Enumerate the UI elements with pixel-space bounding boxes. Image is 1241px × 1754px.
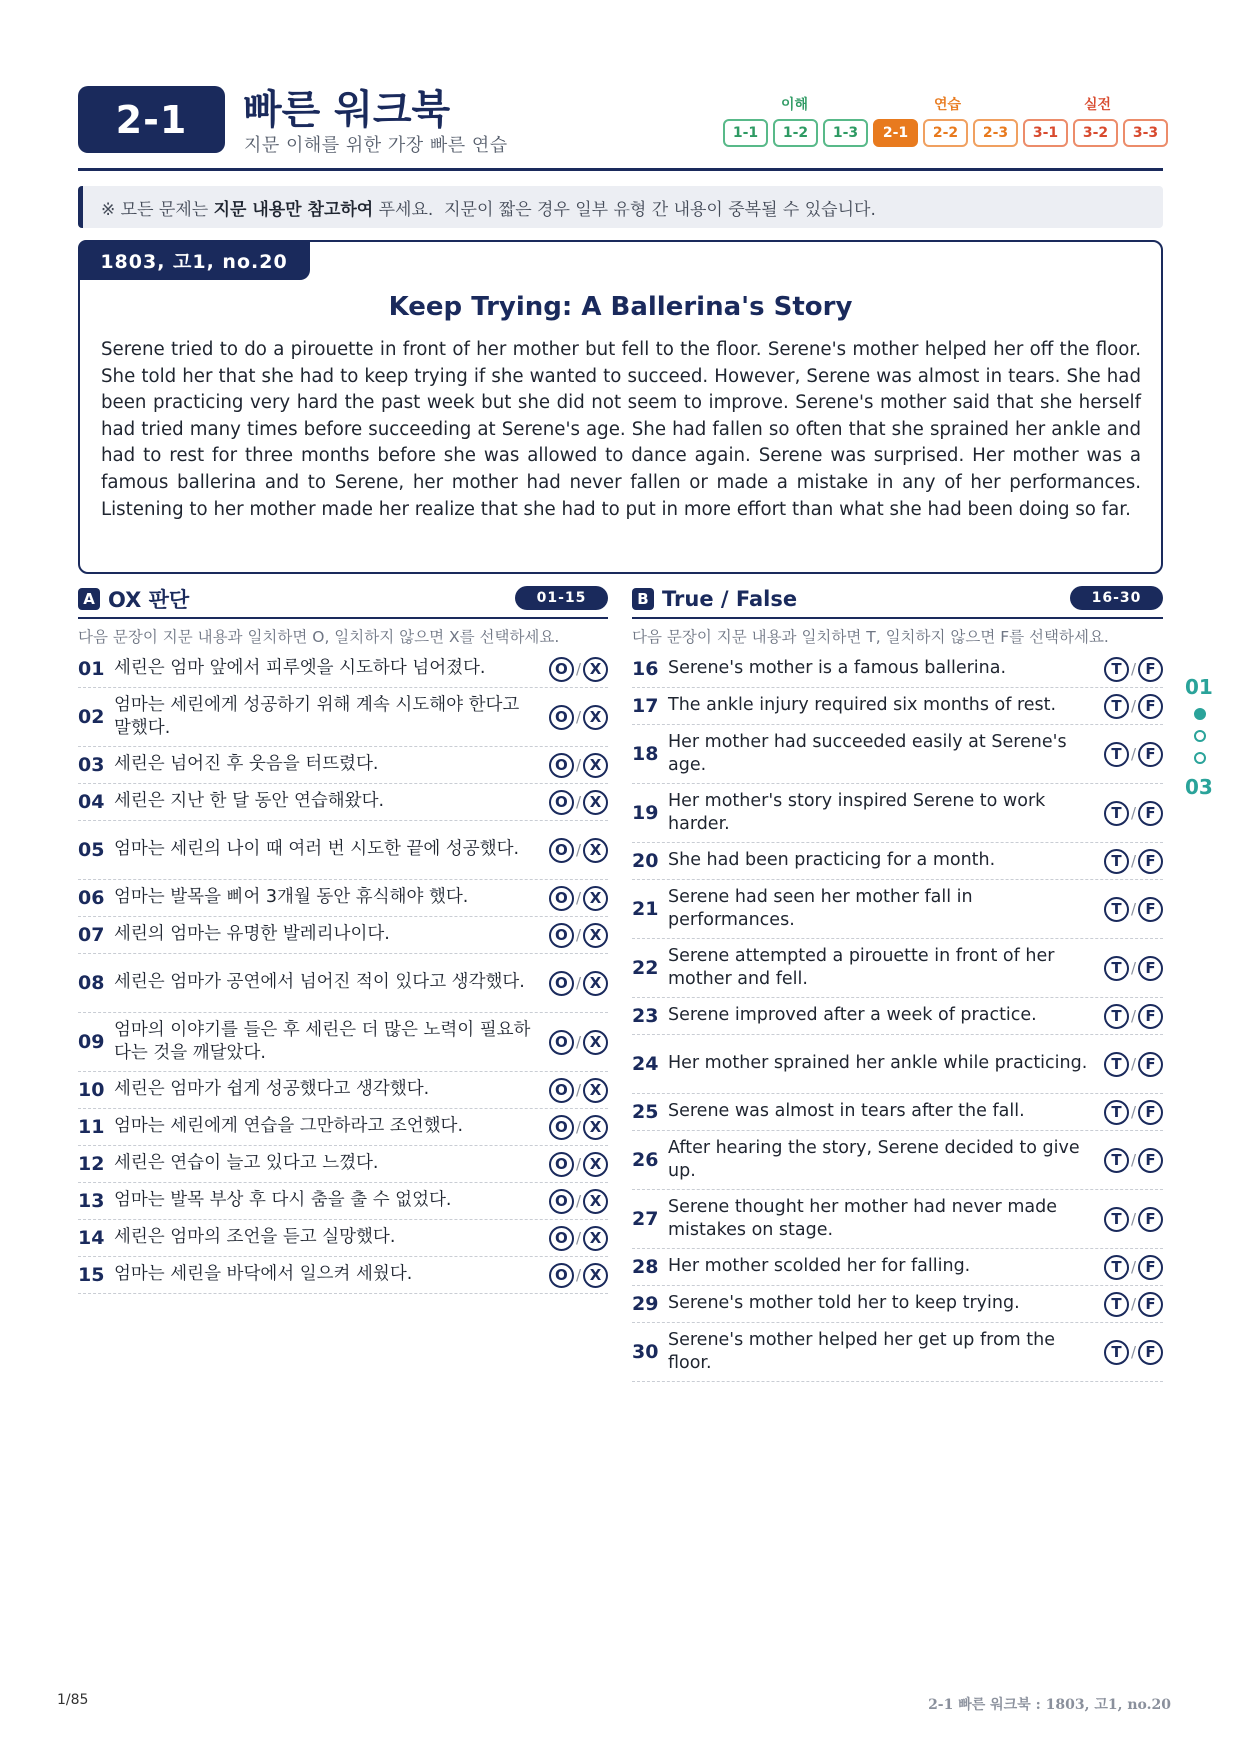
question-text: 세린은 연습이 늘고 있다고 느꼈다.	[114, 1153, 379, 1174]
option-separator: /	[575, 1033, 581, 1051]
level-button-1-2[interactable]: 1-2	[773, 119, 818, 147]
answer-option-o[interactable]: O	[549, 923, 574, 948]
question-number: 22	[632, 957, 659, 979]
answer-option-f[interactable]: F	[1138, 742, 1163, 767]
option-separator: /	[1130, 1151, 1136, 1169]
question-row	[78, 1220, 608, 1257]
answer-option-f[interactable]: F	[1138, 1004, 1163, 1029]
option-separator: /	[575, 926, 581, 944]
answer-options	[538, 657, 608, 682]
answer-options	[538, 1226, 608, 1251]
question-row	[632, 1323, 1163, 1382]
level-group-label-understand: 이해	[781, 97, 809, 113]
answer-options	[538, 886, 608, 911]
option-separator: /	[1130, 900, 1136, 918]
option-separator: /	[1130, 1103, 1136, 1121]
question-row	[632, 1035, 1163, 1094]
answer-option-o[interactable]: O	[549, 705, 574, 730]
question-number: 20	[632, 850, 659, 872]
page-number: 1/85	[57, 1692, 89, 1708]
answer-option-x[interactable]: X	[583, 923, 608, 948]
answer-option-t[interactable]: T	[1104, 897, 1129, 922]
question-text: After hearing the story, Serene decided to give up.	[668, 1137, 1080, 1181]
question-row	[632, 1094, 1163, 1131]
answer-options	[1093, 801, 1163, 826]
section-b-letter: B	[632, 588, 654, 610]
question-row	[78, 747, 608, 784]
question-text: Her mother scolded her for falling.	[668, 1256, 971, 1277]
level-button-2-2[interactable]: 2-2	[923, 119, 968, 147]
page-subtitle: 지문 이해를 위한 가장 빠른 연습	[244, 135, 508, 156]
question-text: 세린은 엄마가 쉽게 성공했다고 생각했다.	[114, 1079, 430, 1100]
answer-option-f[interactable]: F	[1138, 1292, 1163, 1317]
question-row	[78, 821, 608, 880]
answer-option-o[interactable]: O	[549, 1189, 574, 1214]
answer-option-o[interactable]: O	[549, 886, 574, 911]
question-text: Serene attempted a pirouette in front of her mother and fell.	[668, 945, 1055, 989]
question-number: 18	[632, 743, 659, 765]
level-button-3-2[interactable]: 3-2	[1073, 119, 1118, 147]
answer-option-f[interactable]: F	[1138, 1255, 1163, 1280]
answer-options	[538, 753, 608, 778]
answer-option-o[interactable]: O	[549, 657, 574, 682]
option-separator: /	[1130, 1295, 1136, 1313]
question-row	[78, 1072, 608, 1109]
header-divider	[78, 168, 1163, 171]
answer-options	[1093, 1100, 1163, 1125]
question-number: 06	[78, 887, 105, 909]
option-separator: /	[1130, 1210, 1136, 1228]
answer-option-t[interactable]: T	[1104, 1052, 1129, 1077]
notice-prefix: ※ 모든 문제는	[101, 199, 214, 220]
level-button-3-3[interactable]: 3-3	[1123, 119, 1168, 147]
question-number: 21	[632, 898, 659, 920]
answer-options	[538, 923, 608, 948]
answer-option-o[interactable]: O	[549, 971, 574, 996]
option-separator: /	[1130, 660, 1136, 678]
answer-option-t[interactable]: T	[1104, 1255, 1129, 1280]
question-row	[632, 725, 1163, 784]
progress-dot-current	[1194, 708, 1206, 720]
question-row	[632, 1131, 1163, 1190]
question-number: 29	[632, 1293, 659, 1315]
question-row	[632, 1249, 1163, 1286]
answer-option-o[interactable]: O	[549, 1078, 574, 1103]
answer-option-x[interactable]: X	[583, 753, 608, 778]
question-text: Her mother had succeeded easily at Serene's age.	[668, 731, 1067, 775]
section-a-header	[78, 584, 189, 614]
question-number: 10	[78, 1079, 105, 1101]
question-text: The ankle injury required six months of rest.	[668, 695, 1057, 716]
answer-options	[538, 1115, 608, 1140]
notice-bold: 지문 내용만 참고하여	[213, 199, 374, 220]
question-number: 07	[78, 924, 105, 946]
option-separator: /	[575, 756, 581, 774]
option-separator: /	[575, 1155, 581, 1173]
question-text: Serene was almost in tears after the fall.	[668, 1101, 1025, 1122]
answer-options	[538, 838, 608, 863]
option-separator: /	[1130, 1055, 1136, 1073]
question-number: 26	[632, 1149, 659, 1171]
answer-option-f[interactable]: F	[1138, 897, 1163, 922]
option-separator: /	[1130, 1258, 1136, 1276]
question-row	[78, 1109, 608, 1146]
question-text: Serene's mother is a famous ballerina.	[668, 658, 1007, 679]
question-text: 세린은 엄마가 공연에서 넘어진 적이 있다고 생각했다.	[114, 972, 525, 993]
answer-option-f[interactable]: F	[1138, 1148, 1163, 1173]
section-a-question-list	[78, 651, 608, 1294]
answer-option-x[interactable]: X	[583, 657, 608, 682]
question-row	[78, 651, 608, 688]
question-text: 엄마는 세린에게 연습을 그만하라고 조언했다.	[114, 1116, 464, 1137]
option-separator: /	[575, 1229, 581, 1247]
level-button-3-1[interactable]: 3-1	[1023, 119, 1068, 147]
answer-option-t[interactable]: T	[1104, 1340, 1129, 1365]
option-separator: /	[575, 1118, 581, 1136]
answer-options	[538, 1263, 608, 1288]
question-number: 01	[78, 658, 105, 680]
level-button-1-3[interactable]: 1-3	[823, 119, 868, 147]
answer-option-o[interactable]: O	[549, 1030, 574, 1055]
section-a-title: OX 판단	[108, 588, 190, 612]
question-number: 13	[78, 1190, 105, 1212]
answer-option-f[interactable]: F	[1138, 1052, 1163, 1077]
section-a-divider	[78, 617, 608, 619]
option-separator: /	[575, 889, 581, 907]
answer-option-t[interactable]: T	[1104, 956, 1129, 981]
option-separator: /	[575, 1192, 581, 1210]
section-a-instruction: 다음 문장이 지문 내용과 일치하면 O, 일치하지 않으면 X를 선택하세요.	[78, 628, 560, 646]
answer-option-t[interactable]: T	[1104, 657, 1129, 682]
answer-option-o[interactable]: O	[549, 1226, 574, 1251]
answer-options	[1093, 1292, 1163, 1317]
option-separator: /	[575, 793, 581, 811]
option-separator: /	[1130, 697, 1136, 715]
question-row	[78, 1257, 608, 1294]
answer-option-t[interactable]: T	[1104, 1004, 1129, 1029]
question-text: Her mother sprained her ankle while practicing.	[668, 1053, 1088, 1074]
question-row	[632, 939, 1163, 998]
question-text: 엄마는 세린을 바닥에서 일으켜 세웠다.	[114, 1264, 413, 1285]
question-text: 엄마는 세린의 나이 때 여러 번 시도한 끝에 성공했다.	[114, 839, 520, 860]
question-text: Serene's mother helped her get up from the floor.	[668, 1329, 1055, 1373]
level-button-1-1[interactable]: 1-1	[723, 119, 768, 147]
question-row	[78, 688, 608, 747]
option-separator: /	[575, 1266, 581, 1284]
question-number: 25	[632, 1101, 659, 1123]
section-b-range: 16-30	[1070, 586, 1163, 610]
notice-suffix: 푸세요. 지문이 짧은 경우 일부 유형 간 내용이 중복될 수 있습니다.	[373, 199, 876, 220]
option-separator: /	[1130, 852, 1136, 870]
answer-option-x[interactable]: X	[583, 1189, 608, 1214]
answer-option-t[interactable]: T	[1104, 1292, 1129, 1317]
answer-option-f[interactable]: F	[1138, 657, 1163, 682]
question-number: 02	[78, 706, 105, 728]
question-text: 세린은 지난 한 달 동안 연습해왔다.	[114, 791, 385, 812]
answer-option-t[interactable]: T	[1104, 1207, 1129, 1232]
question-text: Serene improved after a week of practice.	[668, 1005, 1037, 1026]
page-title: 빠른 워크북	[243, 87, 451, 133]
question-text: Serene had seen her mother fall in performances.	[668, 886, 973, 930]
question-row	[632, 688, 1163, 725]
answer-options	[538, 971, 608, 996]
answer-option-x[interactable]: X	[583, 1263, 608, 1288]
answer-options	[538, 1189, 608, 1214]
question-row	[78, 880, 608, 917]
answer-option-f[interactable]: F	[1138, 1207, 1163, 1232]
question-text: 세린은 엄마의 조언을 듣고 실망했다.	[114, 1227, 396, 1248]
question-row	[78, 917, 608, 954]
answer-options	[1093, 1148, 1163, 1173]
answer-option-t[interactable]: T	[1104, 849, 1129, 874]
option-separator: /	[575, 1081, 581, 1099]
passage-body: Serene tried to do a pirouette in front of her mother but fell to the floor. Serene's mother helped her off the floor. She told her that she had to keep trying if she wanted to succeed. However, Serene was almost in tears. She had been practicing very hard the past week but she did not seem to improve. Serene's mother said that she herself had tried many times before succeeding at Serene's age. She had fallen so often that she sprained her ankle and had to rest for three months before she was allowed to dance again. Serene was surprised. Her mother was a famous ballerina and to Serene, her mother had never fallen or made a mistake in any of her performances. Listening to her mother made her realize that she had to put in more effort than what she had been doing so far.	[101, 339, 1141, 520]
question-row	[632, 1190, 1163, 1249]
answer-options	[1093, 1052, 1163, 1077]
answer-option-x[interactable]: X	[583, 886, 608, 911]
question-row	[78, 1146, 608, 1183]
question-row	[632, 880, 1163, 939]
option-separator: /	[1130, 959, 1136, 977]
answer-option-f[interactable]: F	[1138, 694, 1163, 719]
answer-option-o[interactable]: O	[549, 1115, 574, 1140]
question-number: 15	[78, 1264, 105, 1286]
question-row	[632, 1286, 1163, 1323]
question-number: 19	[632, 802, 659, 824]
progress-dot	[1194, 752, 1206, 764]
answer-options	[1093, 849, 1163, 874]
progress-end-label: 03	[1185, 775, 1213, 799]
section-a-range: 01-15	[515, 586, 608, 610]
answer-options	[1093, 657, 1163, 682]
answer-option-x[interactable]: X	[583, 1115, 608, 1140]
answer-option-t[interactable]: T	[1104, 1148, 1129, 1173]
level-button-2-1[interactable]: 2-1	[873, 119, 918, 147]
question-text: 엄마는 세린에게 성공하기 위해 계속 시도해야 한다고 말했다.	[114, 694, 520, 738]
section-b-title: True / False	[662, 587, 798, 611]
question-row	[78, 1013, 608, 1072]
option-separator: /	[1130, 804, 1136, 822]
question-text: Her mother's story inspired Serene to work harder.	[668, 790, 1046, 834]
answer-option-o[interactable]: O	[549, 1152, 574, 1177]
answer-option-x[interactable]: X	[583, 1078, 608, 1103]
answer-option-f[interactable]: F	[1138, 849, 1163, 874]
question-number: 05	[78, 839, 105, 861]
answer-options	[1093, 1004, 1163, 1029]
question-text: 세린은 엄마 앞에서 피루엣을 시도하다 넘어졌다.	[114, 658, 486, 679]
option-separator: /	[575, 841, 581, 859]
answer-options	[1093, 1340, 1163, 1365]
question-text: 엄마는 발목을 삐어 3개월 동안 휴식해야 했다.	[114, 887, 469, 908]
section-b-question-list	[632, 651, 1163, 1382]
progress-start-label: 01	[1185, 675, 1213, 699]
passage-source-tag: 1803, 고1, no.20	[78, 240, 310, 280]
answer-option-t[interactable]: T	[1104, 742, 1129, 767]
section-b-divider	[632, 617, 1163, 619]
question-number: 12	[78, 1153, 105, 1175]
notice-bar	[78, 186, 1163, 228]
answer-option-x[interactable]: X	[583, 705, 608, 730]
answer-option-x[interactable]: X	[583, 838, 608, 863]
question-text: 세린의 엄마는 유명한 발레리나이다.	[114, 924, 390, 945]
answer-option-f[interactable]: F	[1138, 956, 1163, 981]
answer-options	[538, 790, 608, 815]
option-separator: /	[1130, 1007, 1136, 1025]
question-text: 엄마는 발목 부상 후 다시 춤을 출 수 없었다.	[114, 1190, 452, 1211]
question-text: 세린은 넘어진 후 웃음을 터뜨렸다.	[114, 754, 379, 775]
answer-options	[538, 1152, 608, 1177]
level-group-label-practice: 연습	[934, 97, 962, 113]
section-b-header	[632, 584, 797, 614]
level-button-2-3[interactable]: 2-3	[973, 119, 1018, 147]
answer-options	[1093, 1255, 1163, 1280]
question-text: Serene thought her mother had never made mistakes on stage.	[668, 1196, 1057, 1240]
section-b-instruction: 다음 문장이 지문 내용과 일치하면 T, 일치하지 않으면 F를 선택하세요.	[632, 628, 1109, 646]
option-separator: /	[1130, 1343, 1136, 1361]
question-number: 08	[78, 972, 105, 994]
question-number: 16	[632, 658, 659, 680]
section-a-letter: A	[78, 588, 100, 610]
answer-option-x[interactable]: X	[583, 790, 608, 815]
question-row	[78, 954, 608, 1013]
question-row	[632, 784, 1163, 843]
question-row	[632, 651, 1163, 688]
option-separator: /	[575, 708, 581, 726]
question-text: Serene's mother told her to keep trying.	[668, 1293, 1020, 1314]
passage-title: Keep Trying: A Ballerina's Story	[388, 292, 853, 322]
question-number: 17	[632, 695, 659, 717]
option-separator: /	[1130, 745, 1136, 763]
answer-options	[538, 1030, 608, 1055]
question-number: 14	[78, 1227, 105, 1249]
unit-badge: 2-1	[78, 86, 225, 153]
question-row	[78, 784, 608, 821]
question-number: 27	[632, 1208, 659, 1230]
answer-options	[1093, 956, 1163, 981]
level-group-label-real: 실전	[1084, 97, 1112, 113]
answer-option-x[interactable]: X	[583, 971, 608, 996]
question-number: 23	[632, 1005, 659, 1027]
answer-option-f[interactable]: F	[1138, 1340, 1163, 1365]
answer-option-f[interactable]: F	[1138, 801, 1163, 826]
question-number: 09	[78, 1031, 105, 1053]
answer-option-t[interactable]: T	[1104, 801, 1129, 826]
question-text: She had been practicing for a month.	[668, 850, 996, 871]
option-separator: /	[575, 974, 581, 992]
question-number: 30	[632, 1341, 659, 1363]
answer-option-x[interactable]: X	[583, 1226, 608, 1251]
answer-option-o[interactable]: O	[549, 1263, 574, 1288]
question-number: 03	[78, 754, 105, 776]
question-row	[78, 1183, 608, 1220]
answer-option-t[interactable]: T	[1104, 694, 1129, 719]
answer-options	[1093, 1207, 1163, 1232]
question-text: 엄마의 이야기를 들은 후 세린은 더 많은 노력이 필요하다는 것을 깨달았다.	[114, 1019, 531, 1063]
question-row	[632, 998, 1163, 1035]
question-number: 24	[632, 1053, 659, 1075]
answer-option-o[interactable]: O	[549, 790, 574, 815]
footer-reference: 2-1 빠른 워크북 : 1803, 고1, no.20	[928, 1697, 1171, 1713]
answer-option-x[interactable]: X	[583, 1030, 608, 1055]
question-number: 28	[632, 1256, 659, 1278]
answer-option-x[interactable]: X	[583, 1152, 608, 1177]
answer-option-o[interactable]: O	[549, 753, 574, 778]
answer-options	[1093, 897, 1163, 922]
answer-options	[1093, 742, 1163, 767]
answer-option-o[interactable]: O	[549, 838, 574, 863]
answer-options	[538, 705, 608, 730]
answer-options	[1093, 694, 1163, 719]
question-number: 04	[78, 791, 105, 813]
answer-option-t[interactable]: T	[1104, 1100, 1129, 1125]
answer-option-f[interactable]: F	[1138, 1100, 1163, 1125]
progress-dot	[1194, 730, 1206, 742]
question-row	[632, 843, 1163, 880]
answer-options	[538, 1078, 608, 1103]
option-separator: /	[575, 660, 581, 678]
question-number: 11	[78, 1116, 105, 1138]
